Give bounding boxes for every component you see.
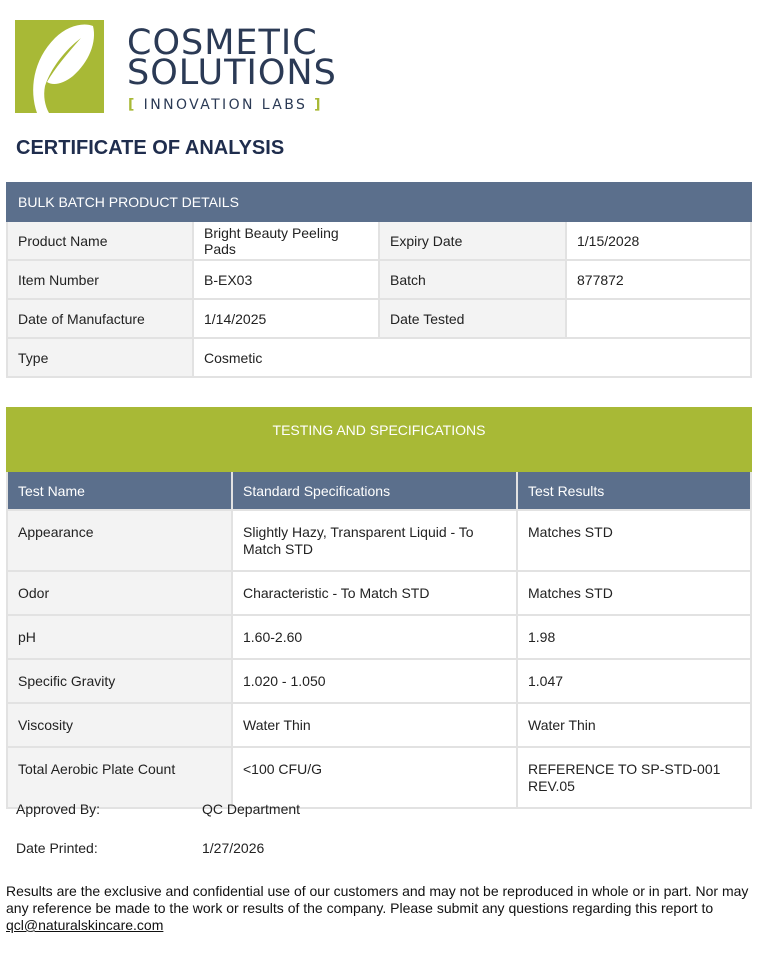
detail-label: Product Name [7,221,193,260]
test-spec: Water Thin [232,703,517,747]
logo-bracket-close: ] [314,97,323,113]
detail-label: Item Number [7,260,193,299]
test-name: Appearance [7,510,232,571]
page-title: CERTIFICATE OF ANALYSIS [16,137,285,159]
test-name: pH [7,615,232,659]
date-printed-label: Date Printed: [16,840,98,856]
specifications-table [6,407,752,809]
test-name: Specific Gravity [7,659,232,703]
details-header: BULK BATCH PRODUCT DETAILS [7,183,751,221]
details-header-row [7,183,751,221]
date-printed-value: 1/27/2026 [202,840,265,856]
specs-column-header-row [7,471,751,510]
test-name: Viscosity [7,703,232,747]
product-details-table [6,182,752,378]
approved-by-value: QC Department [202,801,301,817]
detail-value: 877872 [566,260,751,299]
logo-name-line2: SOLUTIONS [127,53,337,93]
detail-label: Batch [379,260,566,299]
detail-label: Date of Manufacture [7,299,193,338]
detail-label: Type [7,338,193,377]
column-header-test-name: Test Name [7,471,232,510]
test-name: Odor [7,571,232,615]
logo-bracket-open: [ [128,97,137,113]
column-header-test-results: Test Results [517,471,751,510]
specs-header: TESTING AND SPECIFICATIONS [7,408,751,471]
leaf-logo-icon [15,20,104,113]
test-result: 1.047 [517,659,751,703]
test-result: Water Thin [517,703,751,747]
test-spec: 1.020 - 1.050 [232,659,517,703]
test-spec: Slightly Hazy, Transparent Liquid - To Match STD [232,510,517,571]
test-name: Total Aerobic Plate Count [7,747,232,808]
table-row [7,260,751,299]
logo-name-line1: COSMETIC [127,23,318,63]
table-row [7,221,751,260]
detail-value [566,299,751,338]
test-spec: <100 CFU/G [232,747,517,808]
table-row [7,615,751,659]
detail-value: B-EX03 [193,260,379,299]
detail-value: 1/15/2028 [566,221,751,260]
detail-value: Bright Beauty Peeling Pads [193,221,379,260]
table-row [7,299,751,338]
test-result: 1.98 [517,615,751,659]
specs-header-row [7,408,751,471]
detail-label: Date Tested [379,299,566,338]
table-row [7,510,751,571]
table-row [7,659,751,703]
table-row [7,747,751,808]
logo-tagline [128,97,323,113]
detail-label: Expiry Date [379,221,566,260]
company-logo [15,20,337,115]
test-spec: Characteristic - To Match STD [232,571,517,615]
test-result: REFERENCE TO SP-STD-001 REV.05 [517,747,751,808]
column-header-standard-specifications: Standard Specifications [232,471,517,510]
confidentiality-notice [6,883,756,934]
test-result: Matches STD [517,571,751,615]
table-row [7,703,751,747]
table-row [7,571,751,615]
test-spec: 1.60-2.60 [232,615,517,659]
table-row [7,338,751,377]
approved-by-label: Approved By: [16,801,101,817]
test-result: Matches STD [517,510,751,571]
contact-email-link[interactable]: qcl@naturalskincare.com [6,917,164,933]
detail-value: 1/14/2025 [193,299,379,338]
logo-tagline-text: INNOVATION LABS [143,97,308,113]
detail-value: Cosmetic [193,338,751,377]
footer-text: Results are the exclusive and confidential use of our customers and may not be reproduced in whole or in part. Nor may any reference be made to the work or results of the company. Please submit any questions regarding this report to [6,883,749,916]
